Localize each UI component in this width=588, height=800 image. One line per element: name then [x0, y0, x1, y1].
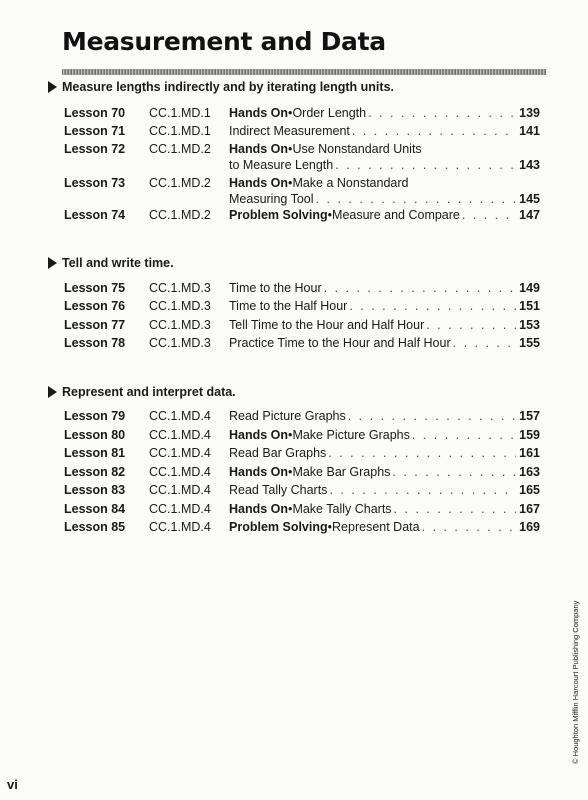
standard-code: CC.1.MD.4 — [149, 428, 211, 442]
entry-title: Read Bar Graphs — [229, 446, 327, 460]
dot-leader — [349, 298, 516, 314]
page-number: 153 — [519, 318, 540, 332]
page-folio: vi — [7, 777, 18, 792]
entry-separator: • — [288, 428, 293, 442]
standard-code: CC.1.MD.2 — [149, 176, 211, 190]
dot-leader — [335, 157, 516, 173]
entry-title: Use Nonstandard Units — [292, 142, 422, 156]
entry-line — [229, 175, 540, 191]
dot-leader — [412, 427, 516, 443]
lesson-entry — [229, 175, 540, 207]
lesson-entry — [229, 280, 540, 296]
entry-title: Read Tally Charts — [229, 483, 328, 497]
entry-line — [229, 141, 540, 157]
entry-title: Make a Nonstandard — [292, 176, 409, 190]
page-number: 157 — [519, 409, 540, 423]
standard-code: CC.1.MD.4 — [149, 483, 211, 497]
page-number: 165 — [519, 483, 540, 497]
lesson-number: Lesson 82 — [64, 465, 126, 479]
entry-type: Problem Solving — [229, 208, 328, 222]
entry-title: Tell Time to the Hour and Half Hour — [229, 318, 425, 332]
page-number: 169 — [519, 520, 540, 534]
entry-type: Hands On — [229, 176, 289, 190]
lesson-entry — [229, 482, 540, 498]
standard-code: CC.1.MD.3 — [149, 336, 211, 350]
dot-leader — [324, 280, 516, 296]
entry-separator: • — [327, 208, 333, 222]
entry-type: Hands On — [229, 428, 289, 442]
lesson-number: Lesson 83 — [64, 483, 126, 497]
lesson-number: Lesson 76 — [64, 299, 126, 313]
section-heading — [48, 79, 394, 95]
dot-leader — [329, 482, 516, 498]
entry-line — [229, 464, 540, 480]
section-heading — [48, 255, 174, 271]
lesson-number: Lesson 84 — [64, 502, 126, 516]
entry-title: Make Tally Charts — [292, 502, 392, 516]
entry-line — [229, 445, 540, 461]
lesson-entry — [229, 519, 540, 535]
standard-code: CC.1.MD.3 — [149, 299, 211, 313]
entry-title: Represent Data — [332, 520, 420, 534]
lesson-number: Lesson 77 — [64, 318, 126, 332]
entry-separator: • — [288, 502, 293, 516]
dot-leader — [426, 317, 516, 333]
entry-line — [229, 335, 540, 351]
dot-leader — [328, 445, 516, 461]
page-number: 151 — [519, 299, 540, 313]
entry-line — [229, 501, 540, 517]
section-arrow-icon — [48, 81, 57, 93]
section-arrow-icon — [48, 386, 57, 398]
entry-title: Read Picture Graphs — [229, 409, 346, 423]
lesson-number: Lesson 70 — [64, 106, 126, 120]
lesson-entry — [229, 335, 540, 351]
standard-code: CC.1.MD.4 — [149, 446, 211, 460]
entry-separator: • — [288, 106, 293, 120]
section-arrow-icon — [48, 257, 57, 269]
entry-line — [229, 157, 540, 173]
entry-line — [229, 280, 540, 296]
section-heading-text: Tell and write time. — [62, 256, 174, 270]
entry-separator: • — [327, 520, 333, 534]
page-number: 143 — [519, 158, 540, 172]
section-heading-text: Represent and interpret data. — [62, 385, 236, 399]
lesson-entry — [229, 141, 540, 173]
lesson-number: Lesson 78 — [64, 336, 126, 350]
dot-leader — [368, 105, 516, 121]
entry-line — [229, 408, 540, 424]
page-title: Measurement and Data — [62, 27, 386, 56]
entry-line — [229, 427, 540, 443]
entry-separator: • — [288, 176, 293, 190]
dot-leader — [462, 207, 516, 223]
entry-line — [229, 298, 540, 314]
entry-title: Time to the Hour — [229, 281, 322, 295]
dot-leader — [422, 519, 516, 535]
entry-title-continued: to Measure Length — [229, 158, 334, 172]
entry-type: Hands On — [229, 106, 289, 120]
page-number: 141 — [519, 124, 540, 138]
lesson-entry — [229, 501, 540, 517]
entry-title: Time to the Half Hour — [229, 299, 348, 313]
entry-line — [229, 317, 540, 333]
lesson-entry — [229, 445, 540, 461]
lesson-number: Lesson 80 — [64, 428, 126, 442]
standard-code: CC.1.MD.4 — [149, 502, 211, 516]
lesson-number: Lesson 74 — [64, 208, 126, 222]
lesson-entry — [229, 207, 540, 223]
title-rule — [62, 69, 546, 75]
entry-type: Hands On — [229, 465, 289, 479]
lesson-entry — [229, 105, 540, 121]
lesson-entry — [229, 123, 540, 139]
page-number: 167 — [519, 502, 540, 516]
entry-title-continued: Measuring Tool — [229, 192, 314, 206]
lesson-entry — [229, 464, 540, 480]
standard-code: CC.1.MD.3 — [149, 318, 211, 332]
entry-title: Make Bar Graphs — [292, 465, 391, 479]
entry-separator: • — [288, 465, 293, 479]
entry-line — [229, 191, 540, 207]
entry-line — [229, 207, 540, 223]
copyright-notice: © Houghton Mifflin Harcourt Publishing Company — [571, 600, 580, 764]
page-number: 163 — [519, 465, 540, 479]
page-number: 155 — [519, 336, 540, 350]
entry-line — [229, 123, 540, 139]
lesson-entry — [229, 408, 540, 424]
entry-separator: • — [288, 142, 293, 156]
entry-line — [229, 105, 540, 121]
lesson-number: Lesson 72 — [64, 142, 126, 156]
standard-code: CC.1.MD.3 — [149, 281, 211, 295]
dot-leader — [316, 191, 516, 207]
standard-code: CC.1.MD.4 — [149, 409, 211, 423]
page-number: 149 — [519, 281, 540, 295]
entry-type: Problem Solving — [229, 520, 328, 534]
section-heading — [48, 384, 236, 400]
entry-line — [229, 519, 540, 535]
entry-line — [229, 482, 540, 498]
lesson-number: Lesson 81 — [64, 446, 126, 460]
lesson-number: Lesson 85 — [64, 520, 126, 534]
standard-code: CC.1.MD.4 — [149, 520, 211, 534]
standard-code: CC.1.MD.2 — [149, 142, 211, 156]
entry-title: Practice Time to the Hour and Half Hour — [229, 336, 451, 350]
page-number: 147 — [519, 208, 540, 222]
section-heading-text: Measure lengths indirectly and by iterating length units. — [62, 80, 394, 94]
lesson-number: Lesson 75 — [64, 281, 126, 295]
entry-title: Indirect Measurement — [229, 124, 350, 138]
lesson-entry — [229, 317, 540, 333]
page-number: 139 — [519, 106, 540, 120]
dot-leader — [352, 123, 516, 139]
lesson-number: Lesson 73 — [64, 176, 126, 190]
lesson-number: Lesson 79 — [64, 409, 126, 423]
standard-code: CC.1.MD.4 — [149, 465, 211, 479]
entry-type: Hands On — [229, 142, 289, 156]
entry-title: Measure and Compare — [332, 208, 460, 222]
dot-leader — [392, 464, 516, 480]
standard-code: CC.1.MD.1 — [149, 106, 211, 120]
entry-title: Make Picture Graphs — [292, 428, 410, 442]
page-number: 159 — [519, 428, 540, 442]
page-number: 145 — [519, 192, 540, 206]
standard-code: CC.1.MD.1 — [149, 124, 211, 138]
dot-leader — [348, 408, 516, 424]
lesson-entry — [229, 427, 540, 443]
dot-leader — [394, 501, 516, 517]
entry-type: Hands On — [229, 502, 289, 516]
standard-code: CC.1.MD.2 — [149, 208, 211, 222]
lesson-number: Lesson 71 — [64, 124, 126, 138]
page-number: 161 — [519, 446, 540, 460]
dot-leader — [453, 335, 516, 351]
entry-title: Order Length — [292, 106, 367, 120]
lesson-entry — [229, 298, 540, 314]
